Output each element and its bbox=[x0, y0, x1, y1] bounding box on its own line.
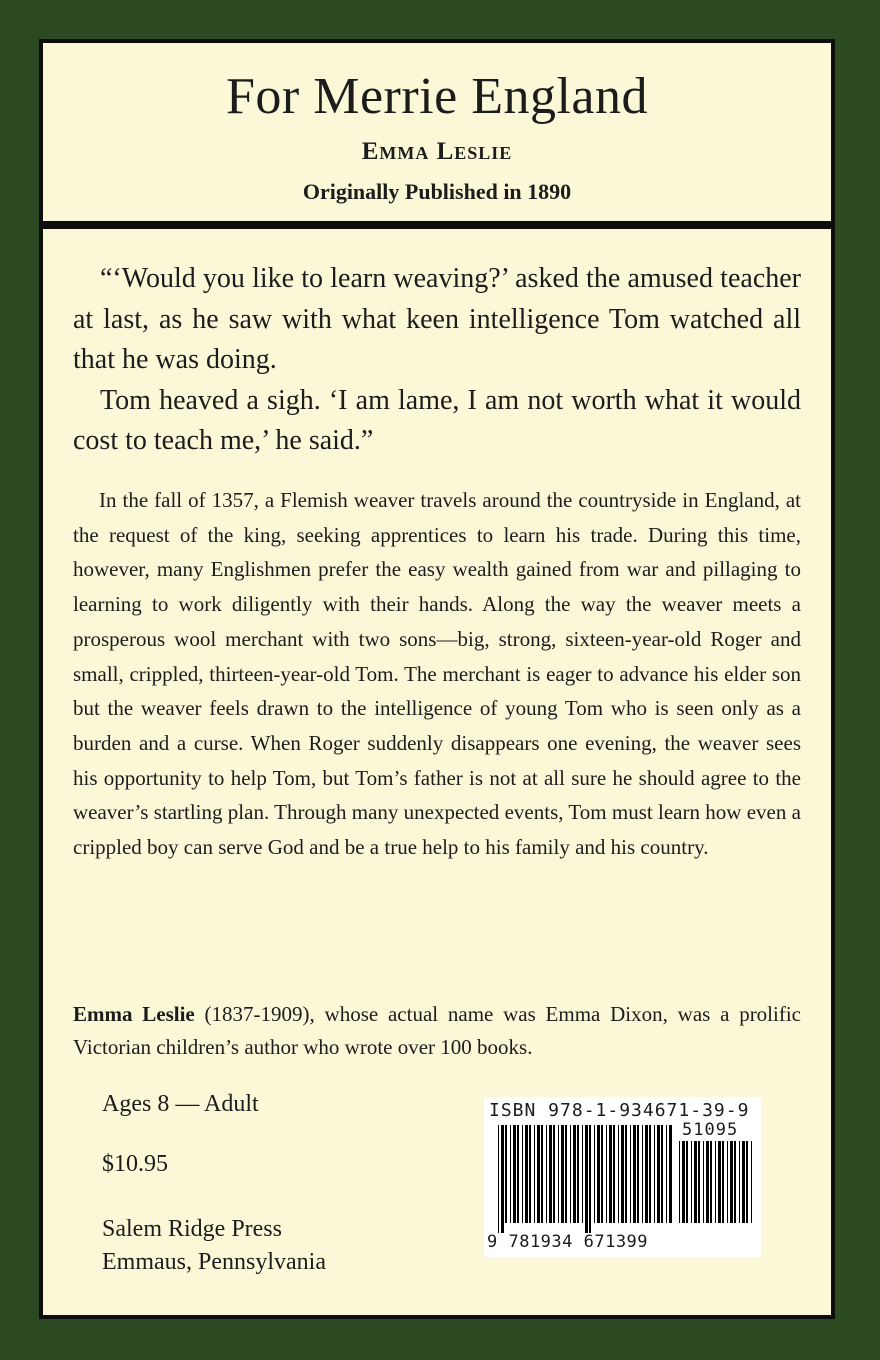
barcode-bar bbox=[727, 1141, 728, 1223]
barcode-bar bbox=[649, 1125, 651, 1223]
barcode-bar bbox=[498, 1125, 499, 1233]
barcode-bar bbox=[722, 1141, 724, 1223]
barcode-bar bbox=[669, 1125, 672, 1223]
barcode-bar bbox=[645, 1125, 648, 1223]
barcode-bar bbox=[505, 1125, 507, 1223]
barcode-bar bbox=[751, 1141, 752, 1223]
excerpt-quote bbox=[73, 259, 801, 462]
book-title: For Merrie England bbox=[225, 68, 648, 125]
barcode-bar bbox=[734, 1141, 736, 1223]
publisher-name: Salem Ridge Press bbox=[102, 1216, 282, 1242]
barcode-bar bbox=[746, 1141, 748, 1223]
barcode-bar bbox=[510, 1125, 511, 1223]
barcode-bar bbox=[537, 1125, 540, 1223]
ean-digits: 9 781934 671399 bbox=[487, 1232, 649, 1252]
barcode-bar bbox=[637, 1125, 639, 1223]
barcode-bar bbox=[570, 1125, 571, 1223]
barcode-bar bbox=[517, 1125, 519, 1223]
barcode-bar bbox=[642, 1125, 643, 1223]
barcode-bar bbox=[691, 1141, 692, 1223]
barcode-bar bbox=[630, 1125, 631, 1223]
ean-barcode-bars bbox=[498, 1125, 672, 1233]
barcode-bar bbox=[613, 1125, 615, 1223]
barcode-bar bbox=[609, 1125, 612, 1223]
barcode-bar bbox=[715, 1141, 716, 1223]
barcode-bar bbox=[666, 1125, 667, 1223]
barcode-bar bbox=[606, 1125, 607, 1223]
barcode-bar bbox=[561, 1125, 564, 1223]
barcode-bar bbox=[573, 1125, 576, 1223]
barcode-bar bbox=[618, 1125, 619, 1223]
author-bio bbox=[73, 998, 801, 1064]
barcode-bar bbox=[549, 1125, 552, 1223]
isbn-barcode bbox=[484, 1097, 761, 1257]
barcode-bar bbox=[501, 1125, 504, 1233]
title-panel bbox=[43, 43, 831, 221]
barcode-bar bbox=[513, 1125, 516, 1223]
barcode-bar bbox=[679, 1141, 680, 1223]
barcode-bar bbox=[742, 1141, 745, 1223]
barcode-bar bbox=[739, 1141, 740, 1223]
barcode-bar bbox=[633, 1125, 636, 1223]
barcode-bar bbox=[621, 1125, 624, 1223]
book-summary: In the fall of 1357, a Flemish weaver travels around the countryside in England, at the request of the king, seeking apprentices to learn his trade. During this time, however, many Englishmen prefer the easy wealth gained from war and pillaging to learning to work diligently with their hands. Along the way the weaver meets a prosperous wool merchant with two sons—big, strong, sixteen-year-old Roger and small, crippled, thirteen-year-old Tom. The merchant is eager to advance his elder son but the weaver feels drawn to the intelligence of young Tom who is seen only as a burden and a curse. When Roger suddenly disappears one evening, the weaver sees his opportunity to help Tom, but Tom’s father is not at all sure he should agree to the weaver’s startling plan. Through many unexpected events, Tom must learn how even a crippled boy can serve God and be a true help to his family and his country. bbox=[73, 488, 801, 860]
barcode-bar bbox=[594, 1125, 595, 1223]
barcode-bar bbox=[541, 1125, 543, 1223]
barcode-bar bbox=[589, 1125, 591, 1233]
barcode-bar bbox=[625, 1125, 627, 1223]
age-range: Ages 8 — Adult bbox=[102, 1091, 259, 1117]
barcode-bar bbox=[686, 1141, 688, 1223]
price-barcode-bars bbox=[679, 1141, 755, 1233]
barcode-bar bbox=[706, 1141, 709, 1223]
author-bio-text: (1837-1909), whose actual name was Emma Dixon, was a prolific Victorian children’s author who wrote over 100 books. bbox=[73, 1002, 802, 1059]
barcode-bar bbox=[654, 1125, 655, 1223]
barcode-bar bbox=[703, 1141, 704, 1223]
author-bio-name: Emma Leslie bbox=[73, 1002, 195, 1026]
barcode-bar bbox=[534, 1125, 535, 1223]
back-cover-frame bbox=[39, 39, 835, 1319]
barcode-bar bbox=[682, 1141, 685, 1223]
barcode-bar bbox=[718, 1141, 721, 1223]
barcode-bar bbox=[525, 1125, 528, 1223]
barcode-bar bbox=[577, 1125, 579, 1223]
barcode-bar bbox=[730, 1141, 733, 1223]
isbn-number: ISBN 978-1-934671-39-9 bbox=[489, 1100, 750, 1121]
author-name: Emma Leslie bbox=[361, 138, 513, 165]
quote-paragraph: Tom heaved a sigh. ‘I am lame, I am not worth what it would cost to teach me,’ he said.” bbox=[73, 384, 801, 456]
barcode-bar bbox=[597, 1125, 600, 1223]
barcode-bar bbox=[565, 1125, 567, 1223]
barcode-bar bbox=[694, 1141, 697, 1223]
barcode-bar bbox=[585, 1125, 588, 1233]
barcode-bar bbox=[553, 1125, 555, 1223]
publication-note: Originally Published in 1890 bbox=[302, 179, 572, 204]
barcode-bar bbox=[558, 1125, 559, 1223]
quote-paragraph: “‘Would you like to learn weaving?’ asked the amused teacher at last, as he saw with what keen intelligence Tom watched all that he was doing. bbox=[73, 263, 801, 375]
barcode-bar bbox=[522, 1125, 523, 1223]
barcode-bar bbox=[710, 1141, 712, 1223]
barcode-bar bbox=[657, 1125, 660, 1223]
barcode-bar bbox=[582, 1125, 583, 1223]
barcode-bar bbox=[601, 1125, 603, 1223]
barcode-bar bbox=[546, 1125, 547, 1223]
price-code: 51095 bbox=[682, 1120, 739, 1140]
publisher-location: Emmaus, Pennsylvania bbox=[102, 1249, 326, 1275]
price: $10.95 bbox=[102, 1151, 168, 1177]
barcode-bar bbox=[529, 1125, 531, 1223]
barcode-bar bbox=[661, 1125, 663, 1223]
description-panel bbox=[43, 229, 831, 1315]
barcode-bar bbox=[698, 1141, 700, 1223]
